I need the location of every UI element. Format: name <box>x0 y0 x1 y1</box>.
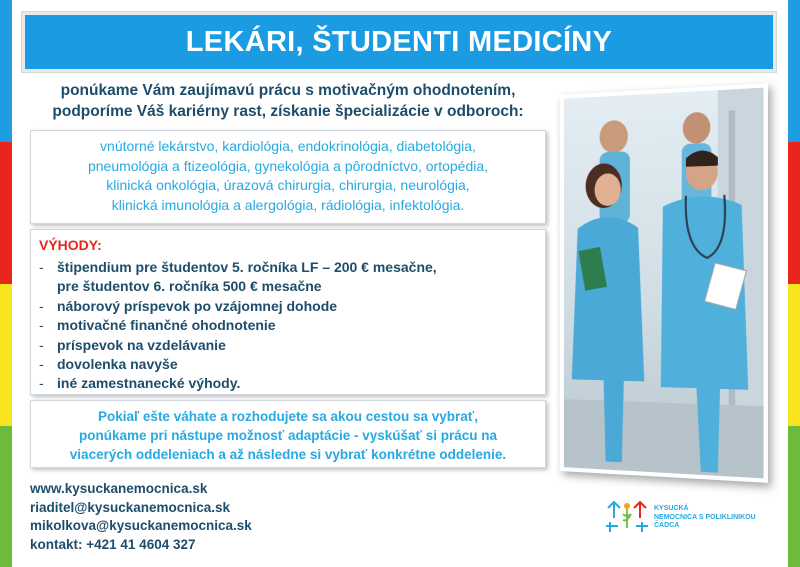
adaptation-line: Pokiaľ ešte váhate a rozhodujete sa akou cestou sa vybrať, <box>97 409 479 424</box>
right-color-stripe <box>788 0 800 567</box>
specializations-box <box>30 130 546 224</box>
phone-contact: kontakt: +421 41 4604 327 <box>30 536 196 552</box>
logo-line: KYSUCKÁ <box>654 505 689 513</box>
doctors-photo-illustration <box>564 87 768 483</box>
stripe-yellow <box>0 284 12 426</box>
adaptation-box <box>30 400 546 468</box>
dash-bullet: - <box>39 356 44 373</box>
list-item <box>39 355 537 374</box>
intro-line: podporíme Váš kariérny rast, získanie špecializácie v odboroch: <box>52 103 524 120</box>
intro-line: ponúkame Vám zaujímavú prácu s motivačným ohodnotením, <box>60 82 516 99</box>
intro-text <box>24 80 552 122</box>
benefit-text: štipendium pre študentov 5. ročníka LF – 200 € mesačne, pre študentov 6. ročníka 500 € mesačne <box>57 259 437 295</box>
benefits-heading: VÝHODY: <box>39 237 102 253</box>
benefit-text: iné zamestnanecké výhody. <box>57 375 241 392</box>
stripe-blue <box>788 0 800 142</box>
adaptation-line: ponúkame pri nástupe možnosť adaptácie - vyskúšať si prácu na <box>78 428 498 443</box>
list-item <box>39 258 537 297</box>
hospital-emblem-icon <box>604 498 650 538</box>
hospital-logo <box>604 498 756 538</box>
benefits-list <box>39 258 537 394</box>
dash-bullet: - <box>39 375 44 392</box>
specializations-line: pneumológia a ftizeológia, gynekológia a pôrodníctvo, ortopédia, <box>87 157 489 174</box>
benefit-text: dovolenka navyše <box>57 356 178 373</box>
email-link-director[interactable]: riaditel@kysuckanemocnica.sk <box>30 499 231 515</box>
logo-line: ČADCA <box>654 522 680 530</box>
website-link[interactable]: www.kysuckanemocnica.sk <box>30 481 208 496</box>
list-item <box>39 297 537 316</box>
stripe-yellow <box>788 284 800 426</box>
dash-bullet: - <box>39 317 44 334</box>
title-banner <box>22 12 776 72</box>
hospital-logo-text <box>654 505 756 531</box>
dash-bullet: - <box>39 297 44 314</box>
benefits-box <box>30 229 546 395</box>
doctors-photo <box>560 83 768 483</box>
specializations-line: klinická onkológia, úrazová chirurgia, chirurgia, neurológia, <box>106 177 470 193</box>
specializations-line: vnútorné lekárstvo, kardiológia, endokrinológia, diabetológia, <box>100 138 476 154</box>
email-link-hr[interactable]: mikolkova@kysuckanemocnica.sk <box>30 518 252 533</box>
benefit-text: motivačné finančné ohodnotenie <box>57 317 276 334</box>
logo-line: NEMOCNICA S POLIKLINIKOU <box>654 513 756 521</box>
stripe-green <box>788 426 800 567</box>
benefit-text: náborový príspevok po vzájomnej dohode <box>57 297 338 314</box>
dash-bullet: - <box>39 259 44 275</box>
list-item <box>39 316 537 335</box>
benefit-text: príspevok na vzdelávanie <box>57 336 226 353</box>
list-item <box>39 336 537 355</box>
contact-block <box>30 480 252 554</box>
adaptation-line: viacerých oddeleniach a až následne si vybrať konkrétne oddelenie. <box>69 447 507 462</box>
stripe-red <box>788 142 800 284</box>
stripe-green <box>0 426 12 567</box>
list-item <box>39 374 537 393</box>
page-title: LEKÁRI, ŠTUDENTI MEDICÍNY <box>185 25 613 58</box>
stripe-blue <box>0 0 12 142</box>
left-color-stripe <box>0 0 12 567</box>
stripe-red <box>0 142 12 284</box>
specializations-line: klinická imunológia a alergológia, rádiológia, infektológia. <box>111 196 465 213</box>
dash-bullet: - <box>39 336 44 353</box>
